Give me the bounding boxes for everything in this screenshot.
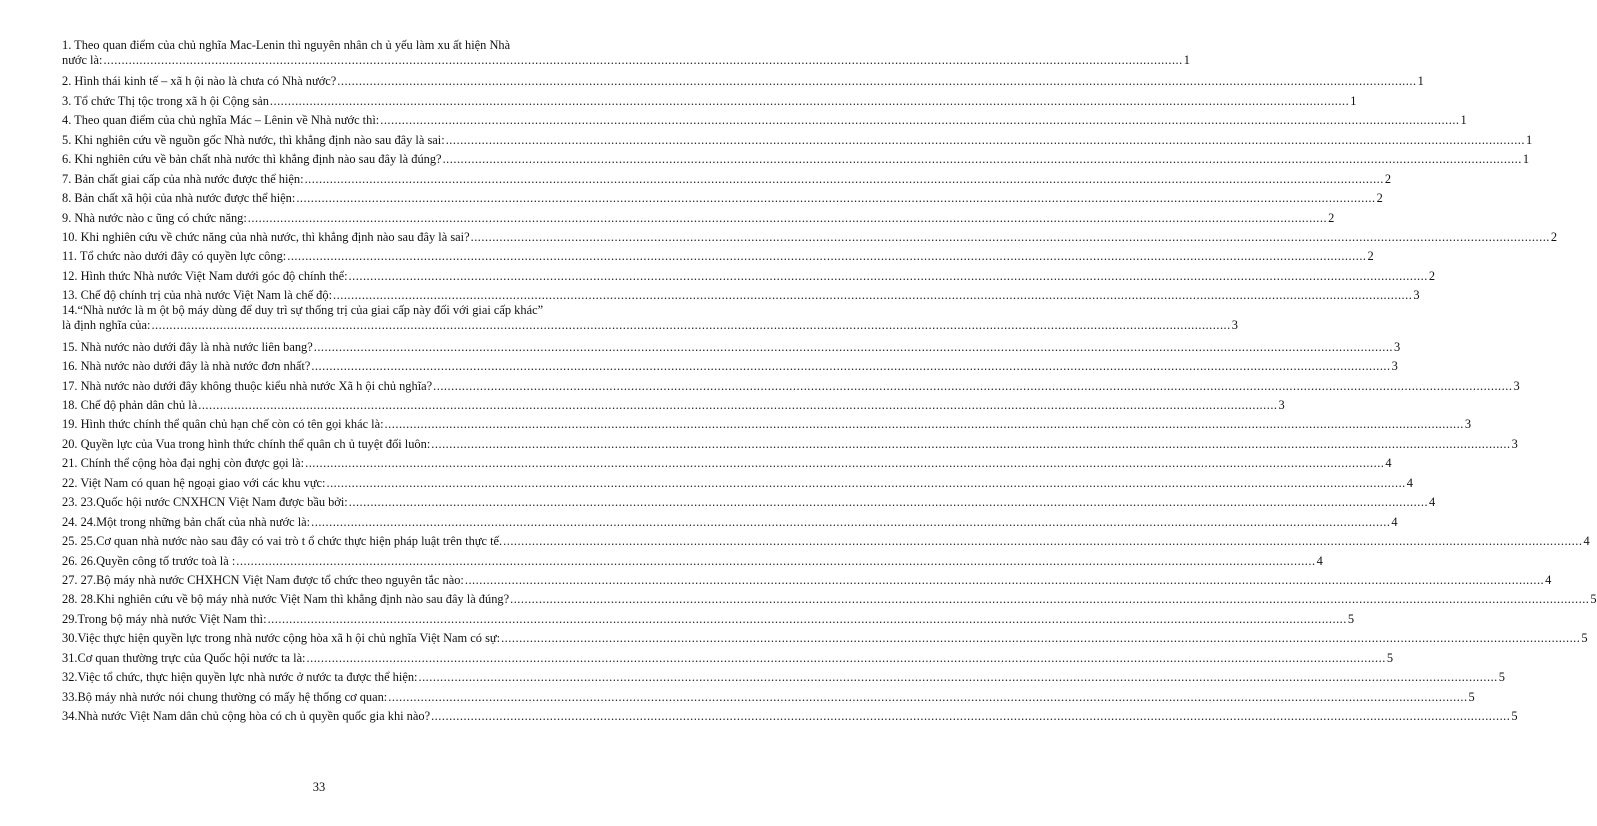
toc-entry-text: 30.Việc thực hiện quyền lực trong nhà nước cộng hòa xã h ội chủ nghĩa Việt Nam có sự: bbox=[62, 631, 501, 646]
toc-entry[interactable] bbox=[62, 148, 1530, 167]
toc-entry-page: 4 bbox=[1385, 456, 1392, 471]
toc-entry-line2 bbox=[62, 53, 1190, 68]
dot-leader: ............................................................................................................................................................................................................................................................................................................ bbox=[236, 553, 1316, 568]
toc-entry[interactable] bbox=[62, 607, 1355, 626]
toc-entry-text: 28. 28.Khi nghiên cứu về bộ máy nhà nước Việt Nam thì khẳng định nào sau đây là đúng? bbox=[62, 592, 510, 607]
toc-entry-text: 17. Nhà nước nào dưới đây không thuộc kiểu nhà nước Xã h ội chủ nghĩa? bbox=[62, 378, 433, 393]
toc-entry[interactable] bbox=[62, 187, 1383, 206]
dot-leader: ............................................................................................................................................................................................................................................................................................................ bbox=[348, 495, 1429, 510]
toc-entry-text: 7. Bản chất giai cấp của nhà nước được thể hiện: bbox=[62, 171, 304, 186]
toc-entry[interactable] bbox=[62, 264, 1436, 283]
table-of-contents bbox=[62, 38, 1597, 724]
dot-leader: ............................................................................................................................................................................................................................................................................................................ bbox=[333, 288, 1413, 303]
toc-entry-text: 22. Việt Nam có quan hệ ngoại giao với các khu vực: bbox=[62, 475, 326, 490]
toc-entry[interactable] bbox=[62, 705, 1518, 724]
toc-entry-text: 33.Bộ máy nhà nước nói chung thường có mấy hệ thống cơ quan: bbox=[62, 689, 388, 704]
toc-entry[interactable] bbox=[62, 685, 1475, 704]
toc-entry-page: 4 bbox=[1545, 572, 1552, 587]
toc-entry[interactable] bbox=[62, 284, 1420, 303]
toc-entry-page: 4 bbox=[1406, 475, 1413, 490]
toc-entry-page: 5 bbox=[1347, 611, 1355, 626]
dot-leader: ............................................................................................................................................................................................................................................................................................................ bbox=[431, 436, 1511, 451]
dot-leader: ............................................................................................................................................................................................................................................................................................................ bbox=[501, 631, 1581, 646]
toc-entry[interactable] bbox=[62, 245, 1374, 264]
toc-entry-page: 3 bbox=[1394, 339, 1401, 354]
toc-entry[interactable] bbox=[62, 70, 1424, 89]
toc-entry-page: 3 bbox=[1413, 288, 1420, 303]
dot-leader: ............................................................................................................................................................................................................................................................................................................ bbox=[313, 339, 1394, 354]
toc-entry-page: 3 bbox=[1511, 436, 1518, 451]
toc-entry-page: 3 bbox=[1464, 417, 1472, 432]
toc-entry-page: 1 bbox=[1460, 113, 1467, 128]
dot-leader: ............................................................................................................................................................................................................................................................................................................ bbox=[503, 534, 1583, 549]
toc-entry-text-line1: 1. Theo quan điểm của chủ nghĩa Mac-Lenin thì nguyên nhân ch ủ yếu làm xu ất hiện Nhà bbox=[62, 38, 511, 52]
toc-entry-page: 5 bbox=[1386, 650, 1394, 665]
toc-entry[interactable] bbox=[62, 549, 1323, 568]
toc-entry-text: là định nghĩa của: bbox=[62, 318, 151, 333]
toc-entry-page: 3 bbox=[1513, 378, 1520, 393]
toc-entry[interactable] bbox=[62, 530, 1590, 549]
toc-entry-page: 5 bbox=[1498, 670, 1505, 685]
toc-entry-text: 29.Trong bộ máy nhà nước Việt Nam thì: bbox=[62, 611, 267, 626]
toc-entry-text: 4. Theo quan điểm của chủ nghĩa Mác – Lênin về Nhà nước thì: bbox=[62, 113, 380, 128]
dot-leader: ............................................................................................................................................................................................................................................................................................................ bbox=[326, 475, 1406, 490]
toc-entry[interactable] bbox=[62, 432, 1518, 451]
dot-leader: ............................................................................................................................................................................................................................................................................................................ bbox=[311, 359, 1391, 374]
dot-leader: ............................................................................................................................................................................................................................................................................................................ bbox=[287, 249, 1367, 264]
dot-leader: ............................................................................................................................................................................................................................................................................................................ bbox=[305, 456, 1385, 471]
dot-leader: ............................................................................................................................................................................................................................................................................................................ bbox=[418, 670, 1498, 685]
dot-leader: ............................................................................................................................................................................................................................................................................................................ bbox=[384, 417, 1464, 432]
toc-entry-page: 4 bbox=[1316, 553, 1323, 568]
toc-entry-page: 2 bbox=[1328, 210, 1335, 225]
toc-entry-text: 13. Chế độ chính trị của nhà nước Việt Nam là chế độ: bbox=[62, 288, 333, 303]
toc-entry-text: 12. Hình thức Nhà nước Việt Nam dưới góc độ chính thể: bbox=[62, 268, 348, 283]
dot-leader: ............................................................................................................................................................................................................................................................................................................ bbox=[433, 378, 1513, 393]
dot-leader: ............................................................................................................................................................................................................................................................................................................ bbox=[269, 93, 1350, 108]
toc-entry-page: 2 bbox=[1376, 191, 1383, 206]
toc-entry[interactable] bbox=[62, 128, 1533, 147]
dot-leader: ............................................................................................................................................................................................................................................................................................................ bbox=[337, 74, 1417, 89]
toc-entry-text: 9. Nhà nước nào c ũng có chức năng: bbox=[62, 210, 247, 225]
toc-entry-page: 4 bbox=[1583, 534, 1590, 549]
toc-entry-page: 2 bbox=[1367, 249, 1374, 264]
toc-entry[interactable] bbox=[62, 374, 1520, 393]
toc-entry-text: 32.Việc tổ chức, thực hiện quyền lực nhà nước ở nước ta được thể hiện: bbox=[62, 670, 418, 685]
dot-leader: ............................................................................................................................................................................................................................................................................................................ bbox=[388, 689, 1468, 704]
toc-entry-text: 21. Chính thể cộng hòa đại nghị còn được gọi là: bbox=[62, 456, 305, 471]
toc-entry-text: 10. Khi nghiên cứu về chức năng của nhà nước, thì khẳng định nào sau đây là sai? bbox=[62, 229, 470, 244]
page-number: 33 bbox=[312, 780, 326, 794]
dot-leader: ............................................................................................................................................................................................................................................................................................................ bbox=[151, 318, 1231, 333]
dot-leader: ............................................................................................................................................................................................................................................................................................................ bbox=[380, 113, 1460, 128]
toc-entry-text: 3. Tổ chức Thị tộc trong xã h ội Cộng sản bbox=[62, 93, 269, 108]
toc-entry-page: 1 bbox=[1183, 53, 1190, 67]
toc-entry-page: 1 bbox=[1525, 132, 1533, 147]
toc-entry[interactable] bbox=[62, 89, 1357, 108]
toc-entry-text: 26. 26.Quyền công tố trước toà là : bbox=[62, 553, 236, 568]
toc-entry[interactable] bbox=[62, 335, 1401, 354]
toc-entry-text: 31.Cơ quan thường trực của Quốc hội nước ta là: bbox=[62, 650, 306, 665]
toc-entry[interactable] bbox=[62, 588, 1597, 607]
toc-entry-page: 5 bbox=[1581, 631, 1588, 646]
dot-leader: ............................................................................................................................................................................................................................................................................................................ bbox=[296, 191, 1376, 206]
toc-entry-page: 1 bbox=[1350, 93, 1357, 108]
toc-entry-page: 5 bbox=[1511, 709, 1518, 723]
toc-entry-page: 5 bbox=[1590, 592, 1597, 607]
toc-entry-text: 6. Khi nghiên cứu về bản chất nhà nước thì khẳng định nào sau đây là đúng? bbox=[62, 152, 442, 167]
toc-entry-text: 19. Hình thức chính thể quân chủ hạn chế còn có tên gọi khác là: bbox=[62, 417, 384, 432]
toc-entry[interactable] bbox=[62, 627, 1588, 646]
toc-entry-text: 34.Nhà nước Việt Nam dân chủ cộng hòa có ch ủ quyền quốc gia khi nào? bbox=[62, 709, 431, 723]
dot-leader: ............................................................................................................................................................................................................................................................................................................ bbox=[431, 709, 1511, 723]
toc-entry[interactable] bbox=[62, 303, 1238, 333]
toc-entry[interactable] bbox=[62, 510, 1398, 529]
dot-leader: ............................................................................................................................................................................................................................................................................................................ bbox=[198, 398, 1278, 412]
toc-entry-text: 16. Nhà nước nào dưới đây là nhà nước đơn nhất? bbox=[62, 359, 311, 374]
dot-leader: ............................................................................................................................................................................................................................................................................................................ bbox=[464, 572, 1545, 587]
toc-entry-page: 4 bbox=[1391, 514, 1398, 529]
toc-entry[interactable] bbox=[62, 569, 1552, 588]
dot-leader: ............................................................................................................................................................................................................................................................................................................ bbox=[304, 171, 1384, 186]
toc-entry[interactable] bbox=[62, 226, 1558, 245]
toc-entry-text: 2. Hình thái kinh tế – xã h ội nào là chưa có Nhà nước? bbox=[62, 74, 337, 89]
toc-entry[interactable] bbox=[62, 206, 1335, 225]
toc-entry[interactable] bbox=[62, 109, 1467, 128]
toc-entry-text: nước là: bbox=[62, 53, 103, 67]
toc-entry[interactable] bbox=[62, 355, 1398, 374]
dot-leader: ............................................................................................................................................................................................................................................................................................................ bbox=[348, 268, 1428, 283]
toc-entry-text: 24. 24.Một trong những bản chất của nhà nước là: bbox=[62, 514, 311, 529]
dot-leader: ............................................................................................................................................................................................................................................................................................................ bbox=[311, 514, 1391, 529]
toc-entry-text: 23. 23.Quốc hội nước CNXHCN Việt Nam được bầu bởi: bbox=[62, 495, 348, 510]
toc-entry-page: 3 bbox=[1391, 359, 1398, 374]
dot-leader: ............................................................................................................................................................................................................................................................................................................ bbox=[267, 611, 1347, 626]
toc-entry-page: 3 bbox=[1278, 398, 1285, 412]
toc-entry-page: 2 bbox=[1550, 229, 1558, 244]
toc-entry-text: 11. Tổ chức nào dưới đây có quyền lực công: bbox=[62, 249, 287, 264]
toc-entry-page: 1 bbox=[1417, 74, 1424, 89]
toc-entry-text: 15. Nhà nước nào dưới đây là nhà nước liên bang? bbox=[62, 339, 313, 354]
toc-entry-text: 5. Khi nghiên cứu về nguồn gốc Nhà nước, thì khẳng định nào sau đây là sai: bbox=[62, 132, 445, 147]
toc-entry-line2 bbox=[62, 318, 1238, 333]
dot-leader: ............................................................................................................................................................................................................................................................................................................ bbox=[470, 229, 1550, 244]
toc-entry-text: 18. Chế độ phản dân chủ là bbox=[62, 398, 198, 412]
dot-leader: ............................................................................................................................................................................................................................................................................................................ bbox=[103, 53, 1183, 67]
toc-entry-page: 2 bbox=[1428, 268, 1436, 283]
toc-entry[interactable] bbox=[62, 452, 1392, 471]
toc-entry[interactable] bbox=[62, 413, 1472, 432]
toc-entry[interactable] bbox=[62, 167, 1392, 186]
toc-entry-text-line1: 14.“Nhà nước là m ột bộ máy dùng để duy trì sự thống trị của giai cấp này đối với giai cấp khác” bbox=[62, 303, 544, 318]
toc-entry[interactable] bbox=[62, 646, 1394, 665]
dot-leader: ............................................................................................................................................................................................................................................................................................................ bbox=[247, 210, 1328, 225]
toc-entry-page: 5 bbox=[1468, 689, 1475, 704]
toc-entry-text: 27. 27.Bộ máy nhà nước CHXHCN Việt Nam được tổ chức theo nguyên tắc nào: bbox=[62, 572, 464, 587]
toc-entry[interactable] bbox=[62, 471, 1413, 490]
toc-entry[interactable] bbox=[62, 38, 1190, 68]
toc-entry[interactable] bbox=[62, 394, 1285, 413]
toc-entry-text: 20. Quyền lực của Vua trong hình thức chính thể quân ch ủ tuyệt đối luôn: bbox=[62, 436, 431, 451]
toc-entry-text: 25. 25.Cơ quan nhà nước nào sau đây có vai trò t ổ chức thực hiện pháp luật trên thực tế. bbox=[62, 534, 503, 549]
toc-entry-text: 8. Bản chất xã hội của nhà nước được thể hiện: bbox=[62, 191, 296, 206]
toc-entry-page: 4 bbox=[1429, 495, 1436, 510]
toc-entry-page: 3 bbox=[1231, 318, 1238, 333]
dot-leader: ............................................................................................................................................................................................................................................................................................................ bbox=[442, 152, 1522, 167]
dot-leader: ............................................................................................................................................................................................................................................................................................................ bbox=[445, 132, 1525, 147]
dot-leader: ............................................................................................................................................................................................................................................................................................................ bbox=[306, 650, 1386, 665]
toc-entry-page: 2 bbox=[1384, 171, 1392, 186]
toc-entry-page: 1 bbox=[1522, 152, 1530, 167]
toc-entry[interactable] bbox=[62, 491, 1436, 510]
dot-leader: ............................................................................................................................................................................................................................................................................................................ bbox=[510, 592, 1590, 607]
toc-entry[interactable] bbox=[62, 666, 1505, 685]
